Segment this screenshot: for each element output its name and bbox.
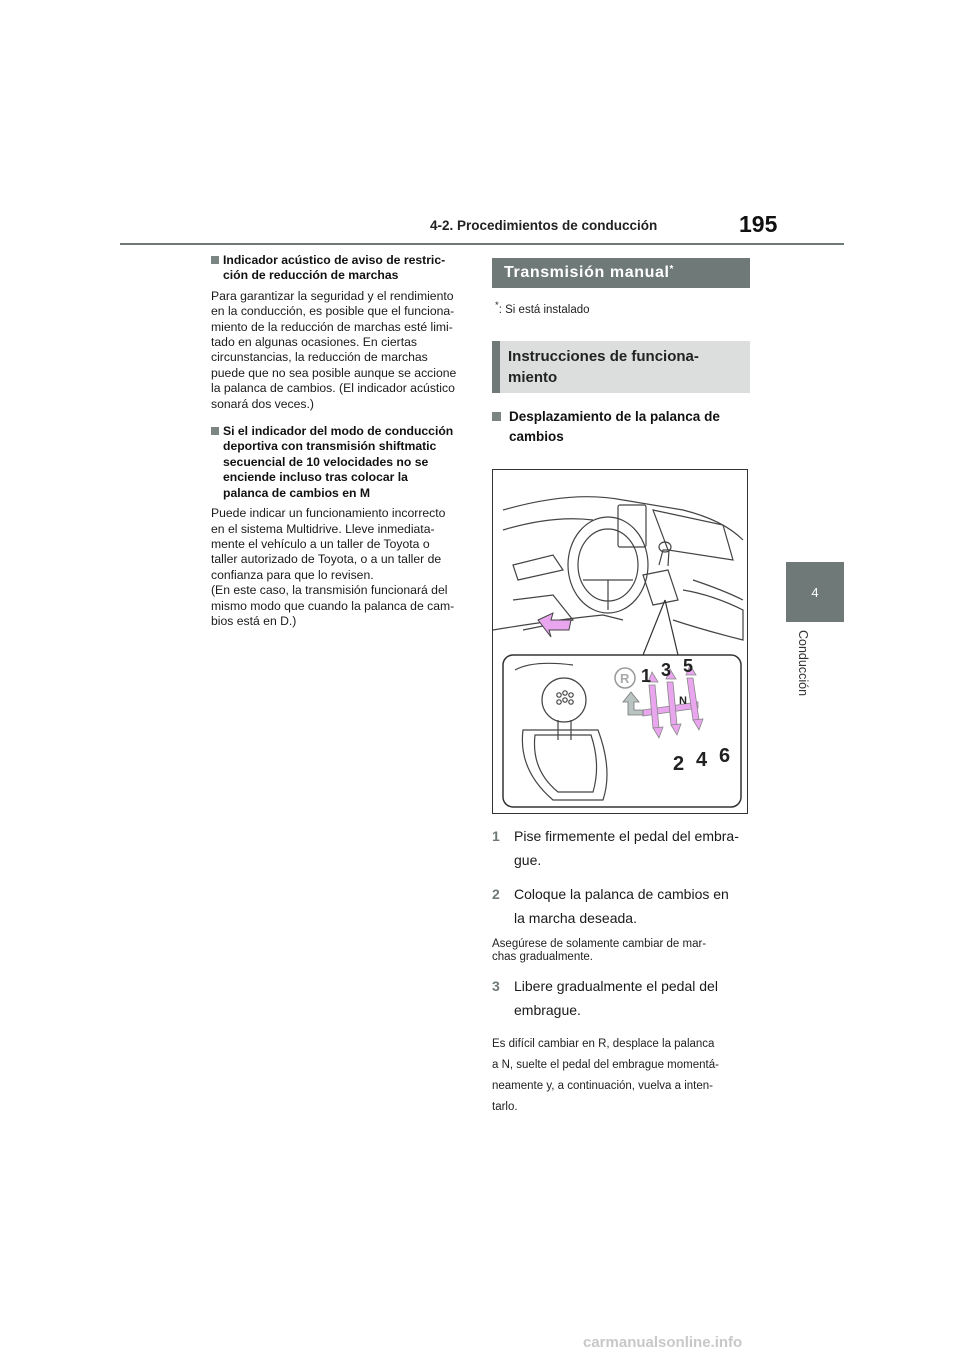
left-column	[211, 253, 467, 641]
footnote-asterisk: *	[495, 300, 499, 311]
step-text: Coloque la palanca de cambios en la marcha deseada.	[514, 885, 729, 926]
closing-note: Es difícil cambiar en R, desplace la palanca a N, suelte el pedal del embrague momentá- neamente y, a continuación, vuelva a inten- tarlo.	[492, 1037, 719, 1113]
step-number: 3	[492, 977, 500, 994]
step-note: Asegúrese de solamente cambiar de mar- chas gradualmente.	[492, 937, 707, 963]
watermark: carmanualsonline.info	[583, 1334, 743, 1351]
gear-shift-illustration	[493, 470, 747, 813]
pedal-arrow-icon	[538, 613, 571, 637]
section-heading	[211, 424, 467, 501]
section-title: Transmisión manual	[504, 264, 670, 281]
step	[492, 824, 752, 872]
footnote-text: : Si está instalado	[498, 303, 590, 316]
gear-label-3: 3	[661, 659, 672, 680]
chapter-tab-label: Conducción	[796, 630, 810, 697]
step-number: 2	[492, 885, 500, 902]
step-text: Pise firmemente el pedal del embra- gue.	[514, 827, 739, 868]
step-number: 1	[492, 827, 500, 844]
gear-label-n: N	[679, 694, 687, 707]
square-bullet-icon	[492, 412, 501, 421]
section-heading-text: Indicador acústico de aviso de restric- ción de reducción de marchas	[223, 253, 446, 283]
chapter-tab[interactable]	[786, 562, 844, 622]
section-title-banner	[492, 258, 750, 288]
subtitle-banner: Instrucciones de funciona- miento	[492, 341, 750, 393]
chapter-tab-number: 4	[811, 584, 819, 600]
right-column	[492, 258, 752, 1129]
section-heading	[211, 253, 467, 284]
page-header-section: 4-2. Procedimientos de conducción	[430, 218, 658, 233]
header-rule	[120, 243, 844, 245]
subsection-heading-text: Desplazamiento de la palanca de cambios	[509, 408, 720, 444]
section-heading-text: Si el indicador del modo de conducción deportiva con transmisión shiftmatic secuencial de 10 velocidades no se enciende incluso tras colocar la palanca de cambios en M	[223, 424, 454, 500]
section-body: Puede indicar un funcionamiento incorrecto en el sistema Multidrive. Lleve inmediata- mente el vehículo a un taller de Toyota o taller autorizado de Toyota, o a un taller de confianza para que lo revisen. (En este caso, la transmisión funcionará del mismo modo que cuando la palanca de cam- bios está en D.)	[211, 506, 455, 628]
step	[492, 974, 752, 1022]
gear-label-6: 6	[719, 744, 731, 767]
gear-label-1: 1	[641, 665, 652, 686]
page-number: 195	[739, 211, 778, 237]
step-text: Libere gradualmente el pedal del embrague.	[514, 977, 718, 1018]
gear-label-5: 5	[683, 655, 694, 676]
gear-label-r: R	[620, 670, 630, 686]
gear-label-4: 4	[696, 748, 708, 771]
gear-shift-figure	[492, 469, 748, 814]
footnote	[495, 300, 752, 316]
section-body: Para garantizar la seguridad y el rendimiento en la conducción, es posible que el funciona- miento de la reducción de marchas esté limi- tado en algunas ocasiones. En ciertas circunstancias, la reducción de marchas puede que no sea posible aunque se accione la palanca de cambios. (El indicador acústico sonará dos veces.)	[211, 288, 457, 411]
title-asterisk: *	[669, 263, 675, 275]
subsection-heading	[492, 407, 752, 447]
step	[492, 882, 752, 930]
gear-label-2: 2	[673, 752, 685, 775]
square-bullet-icon	[211, 427, 219, 435]
square-bullet-icon	[211, 256, 219, 264]
